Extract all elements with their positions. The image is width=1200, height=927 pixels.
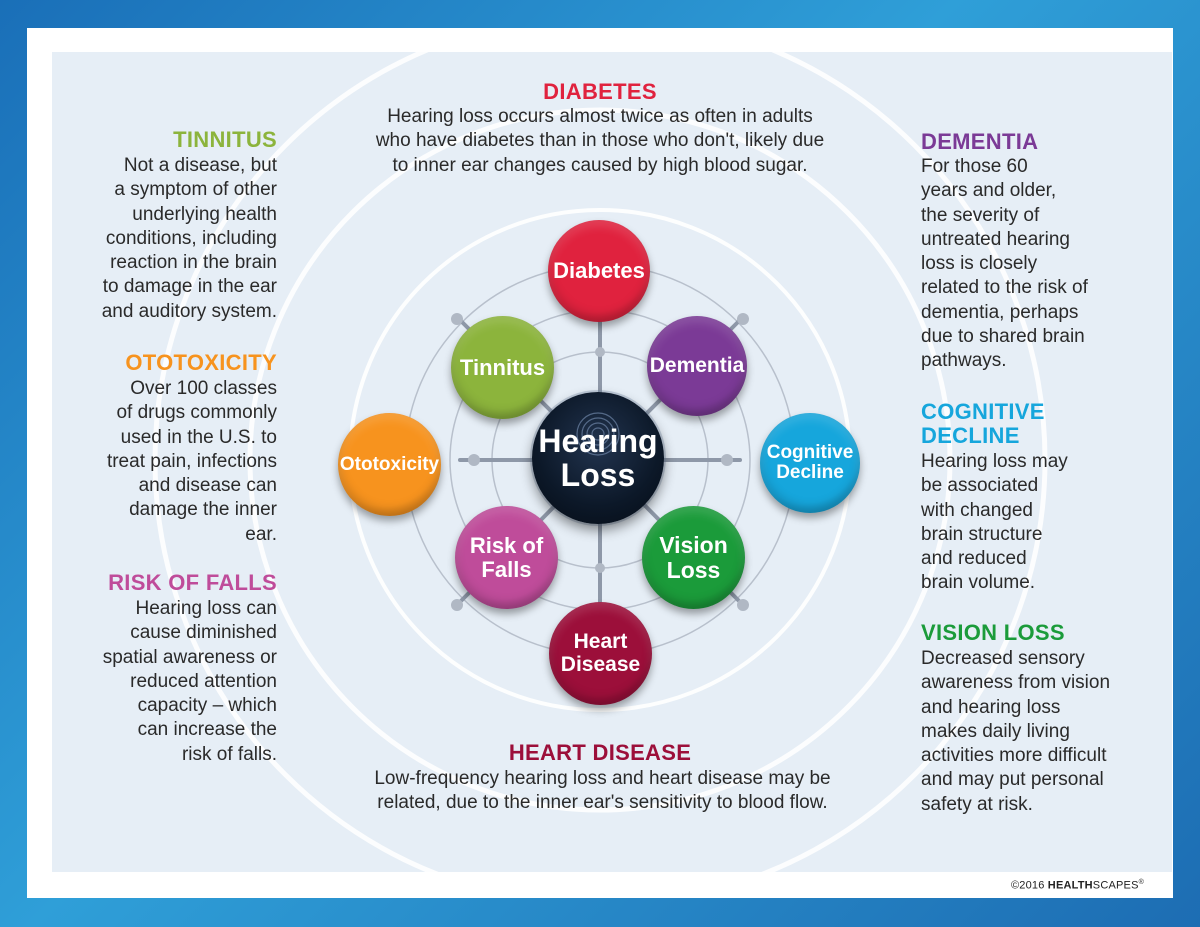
dementia-line: pathways.	[921, 350, 1007, 372]
heart-line: related, due to the inner ear's sensitivity to blood flow.	[377, 792, 828, 814]
copyright-brand-bold: HEALTH	[1047, 879, 1093, 892]
node-diabetes	[548, 220, 650, 322]
copyright-prefix: ©2016	[1010, 879, 1048, 892]
diabetes-line: Hearing loss occurs almost twice as often in adults	[387, 106, 813, 127]
vision-heading: VISION LOSS	[921, 620, 1065, 645]
falls-text	[50, 597, 277, 767]
tinnitus-heading: TINNITUS	[173, 127, 277, 152]
tinnitus-line: and auditory system.	[101, 300, 277, 322]
tinnitus-line: conditions, including	[105, 227, 277, 249]
heart-line: Low-frequency hearing loss and heart disease may be	[374, 768, 831, 789]
node-heart-disease	[549, 602, 652, 705]
hub-label	[538, 424, 657, 492]
vision-line: safety at risk.	[921, 793, 1033, 815]
node-cognitive-label: Decline	[776, 462, 844, 483]
cognitive-line: with changed	[921, 499, 1033, 521]
copyright-brand-rest: SCAPES	[1092, 879, 1139, 892]
cognitive-line: Hearing loss may	[921, 451, 1068, 472]
cognitive-text	[921, 450, 1151, 596]
tinnitus-line: to damage in the ear	[102, 276, 277, 298]
vision-line: awareness from vision	[921, 672, 1111, 694]
dementia-line: For those 60	[921, 156, 1028, 177]
vision-line: makes daily living	[921, 720, 1070, 742]
heart-heading: HEART DISEASE	[508, 740, 692, 765]
tinnitus-line: underlying health	[132, 203, 277, 225]
node-cognitive-label: Cognitive	[766, 442, 854, 464]
ototoxicity-line: ear.	[245, 523, 277, 545]
node-falls-label: Falls	[481, 556, 532, 582]
cognitive-line: be associated	[921, 475, 1039, 497]
falls-line: reduced attention	[130, 670, 277, 692]
falls-line: cause diminished	[130, 622, 277, 644]
vision-line: and may put personal	[921, 769, 1104, 791]
ototoxicity-line: Over 100 classes	[130, 378, 277, 399]
dementia-line: untreated hearing	[921, 228, 1070, 250]
node-ototoxicity-label: Ototoxicity	[339, 453, 440, 475]
cognitive-heading	[921, 400, 1151, 448]
dementia-text	[921, 155, 1151, 374]
dementia-line: the severity of	[921, 204, 1040, 226]
diabetes-line: to inner ear changes caused by high blood sugar.	[392, 154, 808, 176]
node-heart-label: Disease	[560, 652, 641, 676]
falls-line: capacity – which	[137, 695, 277, 717]
node-falls-label: Risk of	[469, 533, 544, 559]
node-heart-label: Heart	[573, 630, 628, 654]
node-dementia-label: Dementia	[649, 353, 745, 377]
ototoxicity-line: used in the U.S. to	[120, 426, 277, 448]
vision-line: and hearing loss	[921, 696, 1061, 718]
dementia-line: dementia, perhaps	[921, 301, 1079, 323]
dementia-line: loss is closely	[921, 253, 1038, 275]
falls-line: can increase the	[137, 719, 277, 741]
dementia-line: related to the risk of	[921, 277, 1088, 299]
node-cognitive-decline	[760, 413, 860, 513]
dementia-line: years and older,	[921, 180, 1057, 202]
cognitive-heading-line: DECLINE	[921, 423, 1020, 448]
ototoxicity-line: damage the inner	[129, 499, 277, 521]
node-ototoxicity	[338, 413, 441, 516]
node-tinnitus-label: Tinnitus	[459, 354, 546, 380]
tinnitus-line: reaction in the brain	[110, 252, 277, 274]
node-diabetes-label: Diabetes	[553, 258, 645, 284]
vision-line: Decreased sensory	[921, 648, 1085, 669]
dementia-line: due to shared brain	[921, 326, 1085, 348]
tinnitus-line: Not a disease, but	[123, 155, 277, 176]
tinnitus-line: a symptom of other	[114, 179, 277, 201]
registered-mark: ®	[1138, 879, 1144, 886]
dementia-heading: DEMENTIA	[921, 129, 1039, 154]
ototoxicity-heading: OTOTOXICITY	[125, 350, 277, 375]
falls-line: spatial awareness or	[102, 646, 277, 668]
vision-line: activities more difficult	[921, 745, 1107, 767]
ototoxicity-line: treat pain, infections	[106, 450, 277, 472]
diabetes-text	[305, 105, 895, 178]
node-vision-label: Vision	[659, 532, 728, 559]
cognitive-line: and reduced	[921, 548, 1027, 570]
ototoxicity-line: and disease can	[138, 475, 277, 497]
cognitive-heading-line: COGNITIVE	[921, 399, 1045, 424]
ototoxicity-line: of drugs commonly	[116, 402, 277, 424]
node-vision-label: Loss	[666, 556, 721, 583]
cognitive-line: brain volume.	[921, 572, 1036, 594]
heart-text	[310, 767, 895, 816]
diabetes-heading: DIABETES	[543, 79, 657, 104]
falls-heading: RISK OF FALLS	[108, 570, 277, 595]
diabetes-line: who have diabetes than in those who don't, likely due	[375, 130, 825, 152]
falls-line: risk of falls.	[181, 743, 277, 765]
tinnitus-text	[50, 154, 277, 324]
hub-line-1: Hearing	[538, 423, 658, 459]
cognitive-line: brain structure	[921, 523, 1043, 545]
ototoxicity-text	[50, 377, 277, 547]
falls-line: Hearing loss can	[135, 598, 277, 619]
vision-text	[921, 647, 1161, 817]
copyright	[1011, 879, 1144, 892]
hub-hearing-loss	[532, 392, 664, 524]
hub-line-2: Loss	[560, 457, 636, 493]
